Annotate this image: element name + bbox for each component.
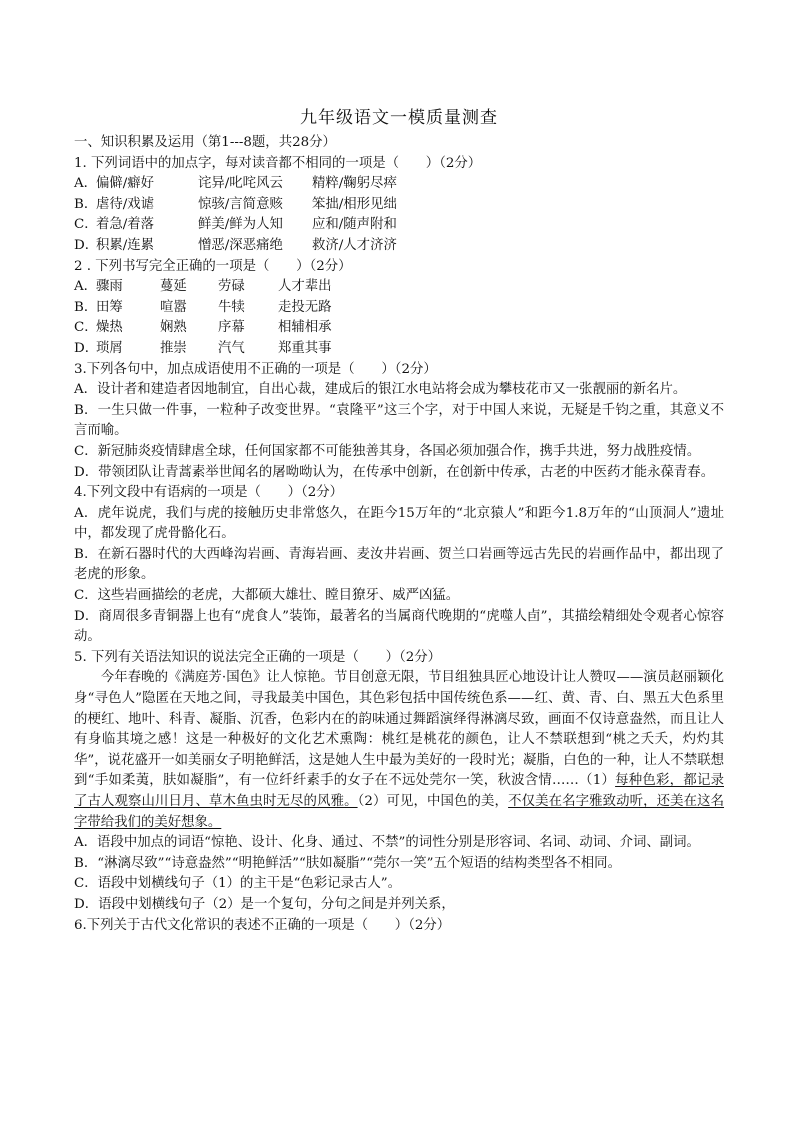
question-3-option-b: B．一生只做一件事，一粒种子改变世界。“袁隆平”这三个字，对于中国人来说，无疑是千钧之重，其意义不言而喻。 (74, 402, 724, 439)
question-3-option-a: A．设计者和建造者因地制宜，自出心裁，建成后的银江水电站将会成为攀枝花市又一张靓丽的新名片。 (74, 382, 687, 398)
question-1-option-c: C． 着急/着落 鲜美/鲜为人知 应和/随声附和 (74, 217, 397, 233)
question-4-option-b: B．在新石器时代的大西峰沟岩画、青海岩画、麦汝井岩画、贺兰口岩画等远古先民的岩画作品中，都出现了老虎的形象。 (74, 546, 724, 583)
question-2-stem: 2 . 下列书写完全正确的一项是（ ）（2分） (74, 258, 352, 274)
question-5-option-b: B．“淋漓尽致”“诗意盎然”“明艳鲜活”“肤如凝脂”“莞尔一笑”五个短语的结构类型各不相同。 (74, 855, 621, 871)
question-5-option-c: C．语段中划横线句子（1）的主干是“色彩记录古人”。 (74, 876, 402, 892)
underlined-sentence-1: 每种色彩，都记录了古人观察山川日月、草木鱼虫时无尽的风雅。 (74, 773, 724, 809)
page-title: 九年级语文一模质量测查 (300, 108, 498, 128)
question-4-option-c: C．这些岩画描绘的老虎，大都硕大雄壮、瞠目獠牙、威严凶猛。 (74, 588, 460, 604)
question-6-stem: 6.下列关于古代文化常识的表述不正确的一项是（ ）（2分） (74, 917, 451, 933)
question-4-stem: 4.下列文段中有语病的一项是（ ）（2分） (74, 485, 344, 501)
question-5-stem: 5. 下列有关语法知识的说法完全正确的一项是（ ）（2分） (74, 649, 442, 665)
question-3-option-c: C．新冠肺炎疫情肆虐全球，任何国家都不可能独善其身，各国必须加强合作，携手共进，努力战胜疫情。 (74, 443, 701, 459)
question-1-stem: 1. 下列词语中的加点字，每对读音都不相同的一项是（ ）（2分） (74, 155, 482, 171)
question-2-option-d: D． 琐屑 推崇 汽气 郑重其事 (74, 340, 332, 356)
question-4-option-d: D．商周很多青铜器上也有“虎食人”装饰，最著名的当属商代晚期的“虎噬人卣”，其描绘精细处令观者心惊容动。 (74, 608, 724, 645)
question-5-option-a: A．语段中加点的词语“惊艳、设计、化身、通过、不禁”的词性分别是形容词、名词、动词、介词、副词。 (74, 835, 700, 851)
question-4-option-a: A．虎年说虎，我们与虎的接触历史非常悠久，在距今15万年的“北京猿人”和距今1.8万年的“山顶洞人”遗址中，都发现了虎骨骼化石。 (74, 505, 724, 542)
question-1-option-d: D． 积累/连累 憎恶/深恶痛绝 救济/人才济济 (74, 237, 397, 253)
exam-page (74, 105, 724, 936)
question-5-option-d: D．语段中划横线句子（2）是一个复句，分句之间是并列关系， (74, 896, 455, 912)
question-3-option-d: D．带领团队让青蒿素举世闻名的屠呦呦认为，在传承中创新，在创新中传承，古老的中医药才能永葆青春。 (74, 464, 715, 480)
question-1-option-a: A． 偏僻/癖好 诧异/叱咤风云 精粹/鞠躬尽瘁 (74, 176, 397, 192)
passage-text-mid: （2）可见，中国色的美， (357, 794, 509, 809)
underlined-sentence-2: 不仅美在名字雅致动听，还美在这名字带给我们的美好想象。 (74, 794, 725, 830)
question-3-stem: 3.下列各句中，加点成语使用不正确的一项是（ ）（2分） (74, 361, 437, 377)
question-5-passage (74, 668, 724, 833)
question-1-option-b: B． 虐待/戏谑 惊骇/言简意赅 笨拙/相形见绌 (74, 196, 397, 212)
section-heading: 一、知识积累及运用（第1---8题，共28分） (74, 135, 336, 150)
passage-text: 今年春晚的《满庭芳·国色》让人惊艳。节目创意无限，节目组独具匠心地设计让人赞叹——演员赵丽颖化身“寻色人”隐匿在天地之间，寻我最美中国色，其色彩包括中国传统色系——红、黄、青、白、黑五大色系里的梗红、地叶、科青、凝脂、沉香，色彩内在的韵味通过舞蹈演绎得淋漓尽致，画面不仅诗意盎然，而且让人有身临其境之感！这是一种极好的文化艺术熏陶：桃红是桃花的颜色，让人不禁联想到“桃之夭夭，灼灼其华”，说花盛开一如美丽女子明艳鲜活，这是她人生中最为美好的一段时光；凝脂，白色的一种，让人不禁联想到“手如柔荑，肤如凝脂”，有一位纤纤素手的女子在不远处莞尔一笑，秋波含情……（1） (74, 670, 724, 789)
question-2-option-b: B． 田筹 喧嚣 牛犊 走投无路 (74, 299, 332, 315)
question-2-option-a: A． 骤雨 蔓延 劳碌 人才辈出 (74, 279, 332, 295)
question-2-option-c: C． 燥热 娴熟 序幕 相辅相承 (74, 320, 332, 336)
